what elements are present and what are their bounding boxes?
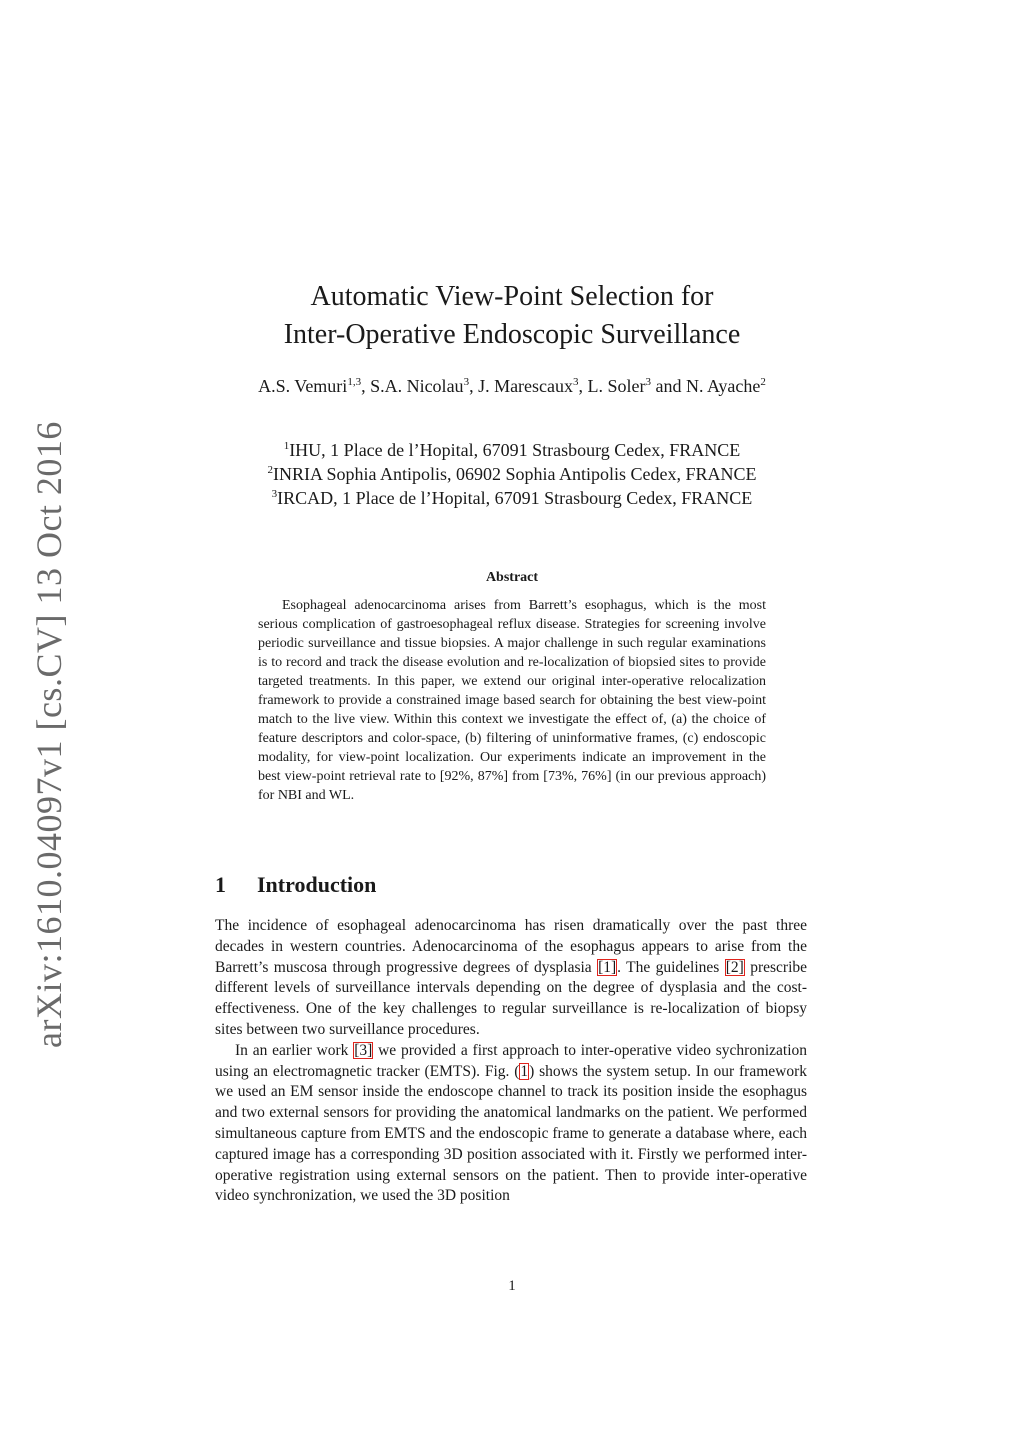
title-line-2: Inter-Operative Endoscopic Surveillance [283, 319, 741, 350]
author-affiliation-mark: 3 [463, 376, 470, 388]
body-text [215, 916, 807, 1207]
affiliation-line [195, 486, 829, 510]
affiliation-mark: 2 [267, 464, 273, 476]
paragraph [215, 1041, 807, 1207]
paragraph [215, 916, 807, 1041]
affiliation-mark: 3 [271, 488, 278, 500]
author-name: S.A. Nicolau [370, 376, 464, 396]
author-affiliation-mark: 2 [760, 376, 766, 388]
affiliation-text: IRCAD, 1 Place de l’Hopital, 67091 Strasbourg Cedex, FRANCE [277, 488, 753, 508]
paragraph-text: ) shows the system setup. In our framework we used an EM sensor inside the endoscope channel to track its position inside the esophagus and two external sensors for providing the anatomical landmarks on the patient. We performed simultaneous capture from EMTS and the endoscopic frame to generate a database where, each captured image has a corresponding 3D position associated with it. Firstly we performed inter-operative registration using external sensors on the patient. Then to provide inter-operative video synchronization, we used the 3D position [215, 1062, 807, 1205]
affiliations [195, 438, 829, 510]
abstract-heading: Abstract [485, 570, 539, 585]
affiliation-text: IHU, 1 Place de l’Hopital, 67091 Strasbourg Cedex, FRANCE [289, 440, 741, 460]
citation-link[interactable]: [3] [354, 1041, 373, 1059]
author-name: A.S. Vemuri [258, 376, 348, 396]
affiliation-line [195, 438, 829, 462]
figure-reference-link[interactable]: 1 [520, 1062, 529, 1080]
author-affiliation-mark: 1,3 [347, 376, 362, 388]
affiliation-mark: 1 [283, 440, 290, 452]
title-line-1: Automatic View-Point Selection for [310, 281, 714, 312]
section-title: Introduction [257, 872, 377, 897]
author-list: A.S. Vemuri$^{1,3}$, S.A. Nicolau$^3$, J. Marescaux$^3$, L. Soler$^3$ and N. Ayache$^2$ [258, 376, 766, 396]
abstract-body: Esophageal adenocarcinoma arises from Barrett’s esophagus, which is the most serious complication of gastroesophageal reflux disease. Strategies for screening involve periodic surveillance and tissue biopsies. A major challenge in such regular examinations is to record and track the disease evolution and re-localization of biopsied sites to provide targeted treatments. In this paper, we extend our original inter-operative relocalization framework to provide a constrained image based search for obtaining the best view-point match to the live view. Within this context we investigate the effect of, (a) the choice of feature descriptors and color-space, (b) filtering of uninformative frames, (c) endoscopic modality, for view-point localization. Our experiments indicate an improvement in the best view-point retrieval rate to [92%, 87%] from [73%, 76%] (in our previous approach) for NBI and WL. [258, 598, 766, 803]
paragraph-text: In an earlier work [235, 1041, 354, 1059]
affiliation-line [195, 462, 829, 486]
paragraph-text: we provided a first approach to inter-operative video sychronization using an electromagnetic tracker (EMTS). Fig. ( [215, 1041, 807, 1080]
page-number: 1 [508, 1278, 516, 1294]
author-affiliation-mark: 3 [573, 376, 579, 388]
arxiv-identifier: arXiv:1610.04097v1 [cs.CV] 13 Oct 2016 [29, 421, 69, 1048]
section-heading [215, 872, 376, 898]
paragraph-text: . The guidelines [617, 958, 725, 976]
section-number: 1 [215, 872, 226, 897]
paragraph-text: prescribe different levels of surveillance intervals depending on the degree of dysplasia and the cost-effectiveness. One of the key challenges to regular surveillance is re-localization of biopsy sites between two surveillance procedures. [215, 958, 808, 1038]
paragraph-text: The incidence of esophageal adenocarcinoma has risen dramatically over the past three decades in western countries. Adenocarcinoma of the esophagus appears to arise from the Barrett’s muscosa through progressive degrees of dysplasia [215, 917, 807, 976]
paper-title [215, 278, 809, 354]
citation-link[interactable]: [1] [598, 958, 617, 976]
author-name: J. Marescaux [478, 376, 574, 396]
author-name: L. Soler [587, 376, 646, 396]
citation-link[interactable]: [2] [725, 958, 744, 976]
affiliation-text: INRIA Sophia Antipolis, 06902 Sophia Antipolis Cedex, FRANCE [272, 464, 757, 484]
author-name: N. Ayache [686, 376, 761, 396]
author-affiliation-mark: 3 [645, 376, 652, 388]
